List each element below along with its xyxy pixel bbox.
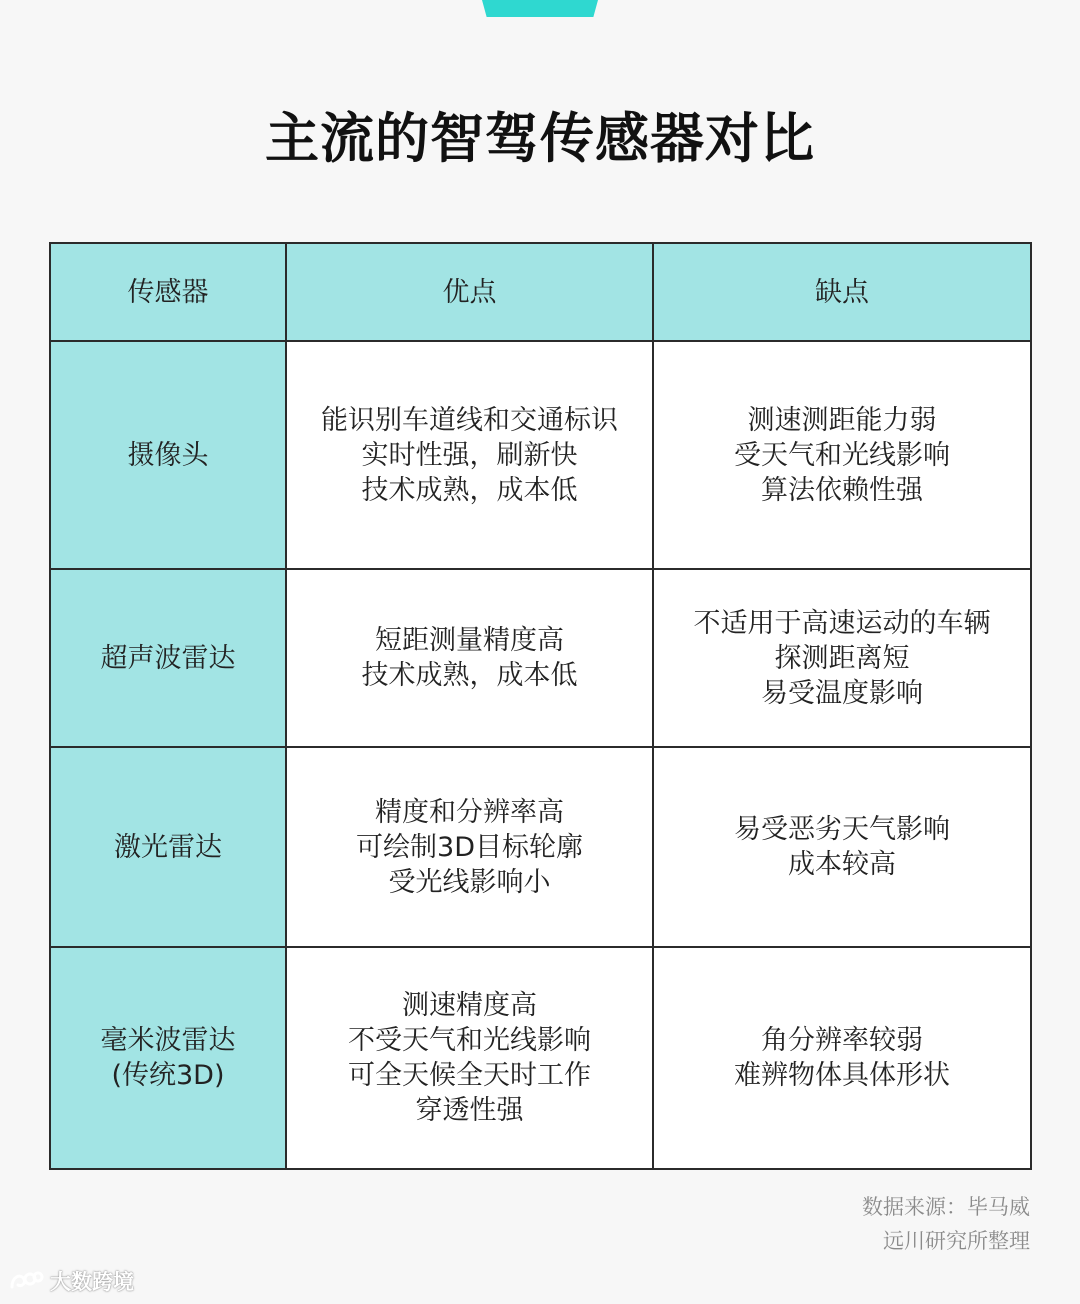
pros-line: 穿透性强 bbox=[415, 1095, 524, 1126]
cons-cell bbox=[653, 341, 1031, 569]
sensor-name-cell bbox=[50, 747, 286, 947]
pros-line: 可绘制3D目标轮廓 bbox=[356, 831, 583, 863]
pros-line: 测速精度高 bbox=[402, 990, 537, 1021]
page-title: 主流的智驾传感器对比 bbox=[265, 107, 815, 170]
pros-line: 受光线影响小 bbox=[388, 866, 551, 898]
pros-line: 短距测量精度高 bbox=[375, 625, 564, 656]
pros-line: 能识别车道线和交通标识 bbox=[321, 404, 618, 436]
sensor-name-cell bbox=[50, 947, 286, 1169]
pros-line: 不受天气和光线影响 bbox=[348, 1025, 591, 1056]
pros-cell bbox=[286, 947, 653, 1169]
logo-icon bbox=[8, 1267, 44, 1295]
source-line: 数据来源：毕马威 bbox=[862, 1195, 1030, 1219]
cons-line: 受天气和光线影响 bbox=[734, 439, 950, 471]
cons-cell bbox=[653, 747, 1031, 947]
table-row bbox=[50, 747, 1031, 947]
sensor-name-cell bbox=[50, 569, 286, 747]
cons-line: 测速测距能力弱 bbox=[747, 404, 937, 436]
pros-line: 技术成熟，成本低 bbox=[361, 660, 578, 691]
cons-line: 易受温度影响 bbox=[761, 677, 923, 709]
pros-line: 实时性强，刷新快 bbox=[361, 439, 578, 471]
pros-line: 可全天候全天时工作 bbox=[348, 1060, 591, 1091]
top-accent-tab bbox=[482, 0, 598, 17]
table-row bbox=[50, 947, 1031, 1169]
cons-line: 探测距离短 bbox=[774, 642, 910, 674]
cons-line: 易受恶劣天气影响 bbox=[734, 814, 950, 845]
cons-line: 不适用于高速运动的车辆 bbox=[693, 607, 991, 639]
pros-line: 精度和分辨率高 bbox=[375, 796, 564, 828]
cons-line: 算法依赖性强 bbox=[761, 474, 923, 506]
source-note bbox=[862, 1190, 1030, 1258]
cons-line: 角分辨率较弱 bbox=[761, 1025, 923, 1056]
pros-cell bbox=[286, 569, 653, 747]
pros-line: 技术成熟，成本低 bbox=[361, 474, 578, 506]
header-pros: 优点 bbox=[286, 243, 653, 341]
cons-cell bbox=[653, 947, 1031, 1169]
cons-cell bbox=[653, 569, 1031, 747]
table-header-row bbox=[50, 243, 1031, 341]
watermark-text: 大数跨境 bbox=[50, 1270, 134, 1294]
table-row bbox=[50, 569, 1031, 747]
cons-line: 难辨物体具体形状 bbox=[734, 1060, 950, 1091]
table-row bbox=[50, 341, 1031, 569]
pros-cell bbox=[286, 341, 653, 569]
sensor-name: 毫米波雷达 bbox=[100, 1025, 236, 1056]
header-sensor: 传感器 bbox=[50, 243, 286, 341]
cons-line: 成本较高 bbox=[788, 849, 896, 880]
sensor-name: 超声波雷达 bbox=[100, 642, 236, 674]
source-line: 远川研究所整理 bbox=[883, 1229, 1030, 1253]
watermark bbox=[8, 1266, 134, 1296]
header-cons: 缺点 bbox=[653, 243, 1031, 341]
sensor-name-note: (传统3D) bbox=[111, 1060, 225, 1091]
sensor-comparison-table bbox=[49, 242, 1032, 1170]
pros-cell bbox=[286, 747, 653, 947]
sensor-name: 摄像头 bbox=[127, 439, 209, 471]
sensor-name-cell bbox=[50, 341, 286, 569]
sensor-name: 激光雷达 bbox=[114, 831, 222, 863]
